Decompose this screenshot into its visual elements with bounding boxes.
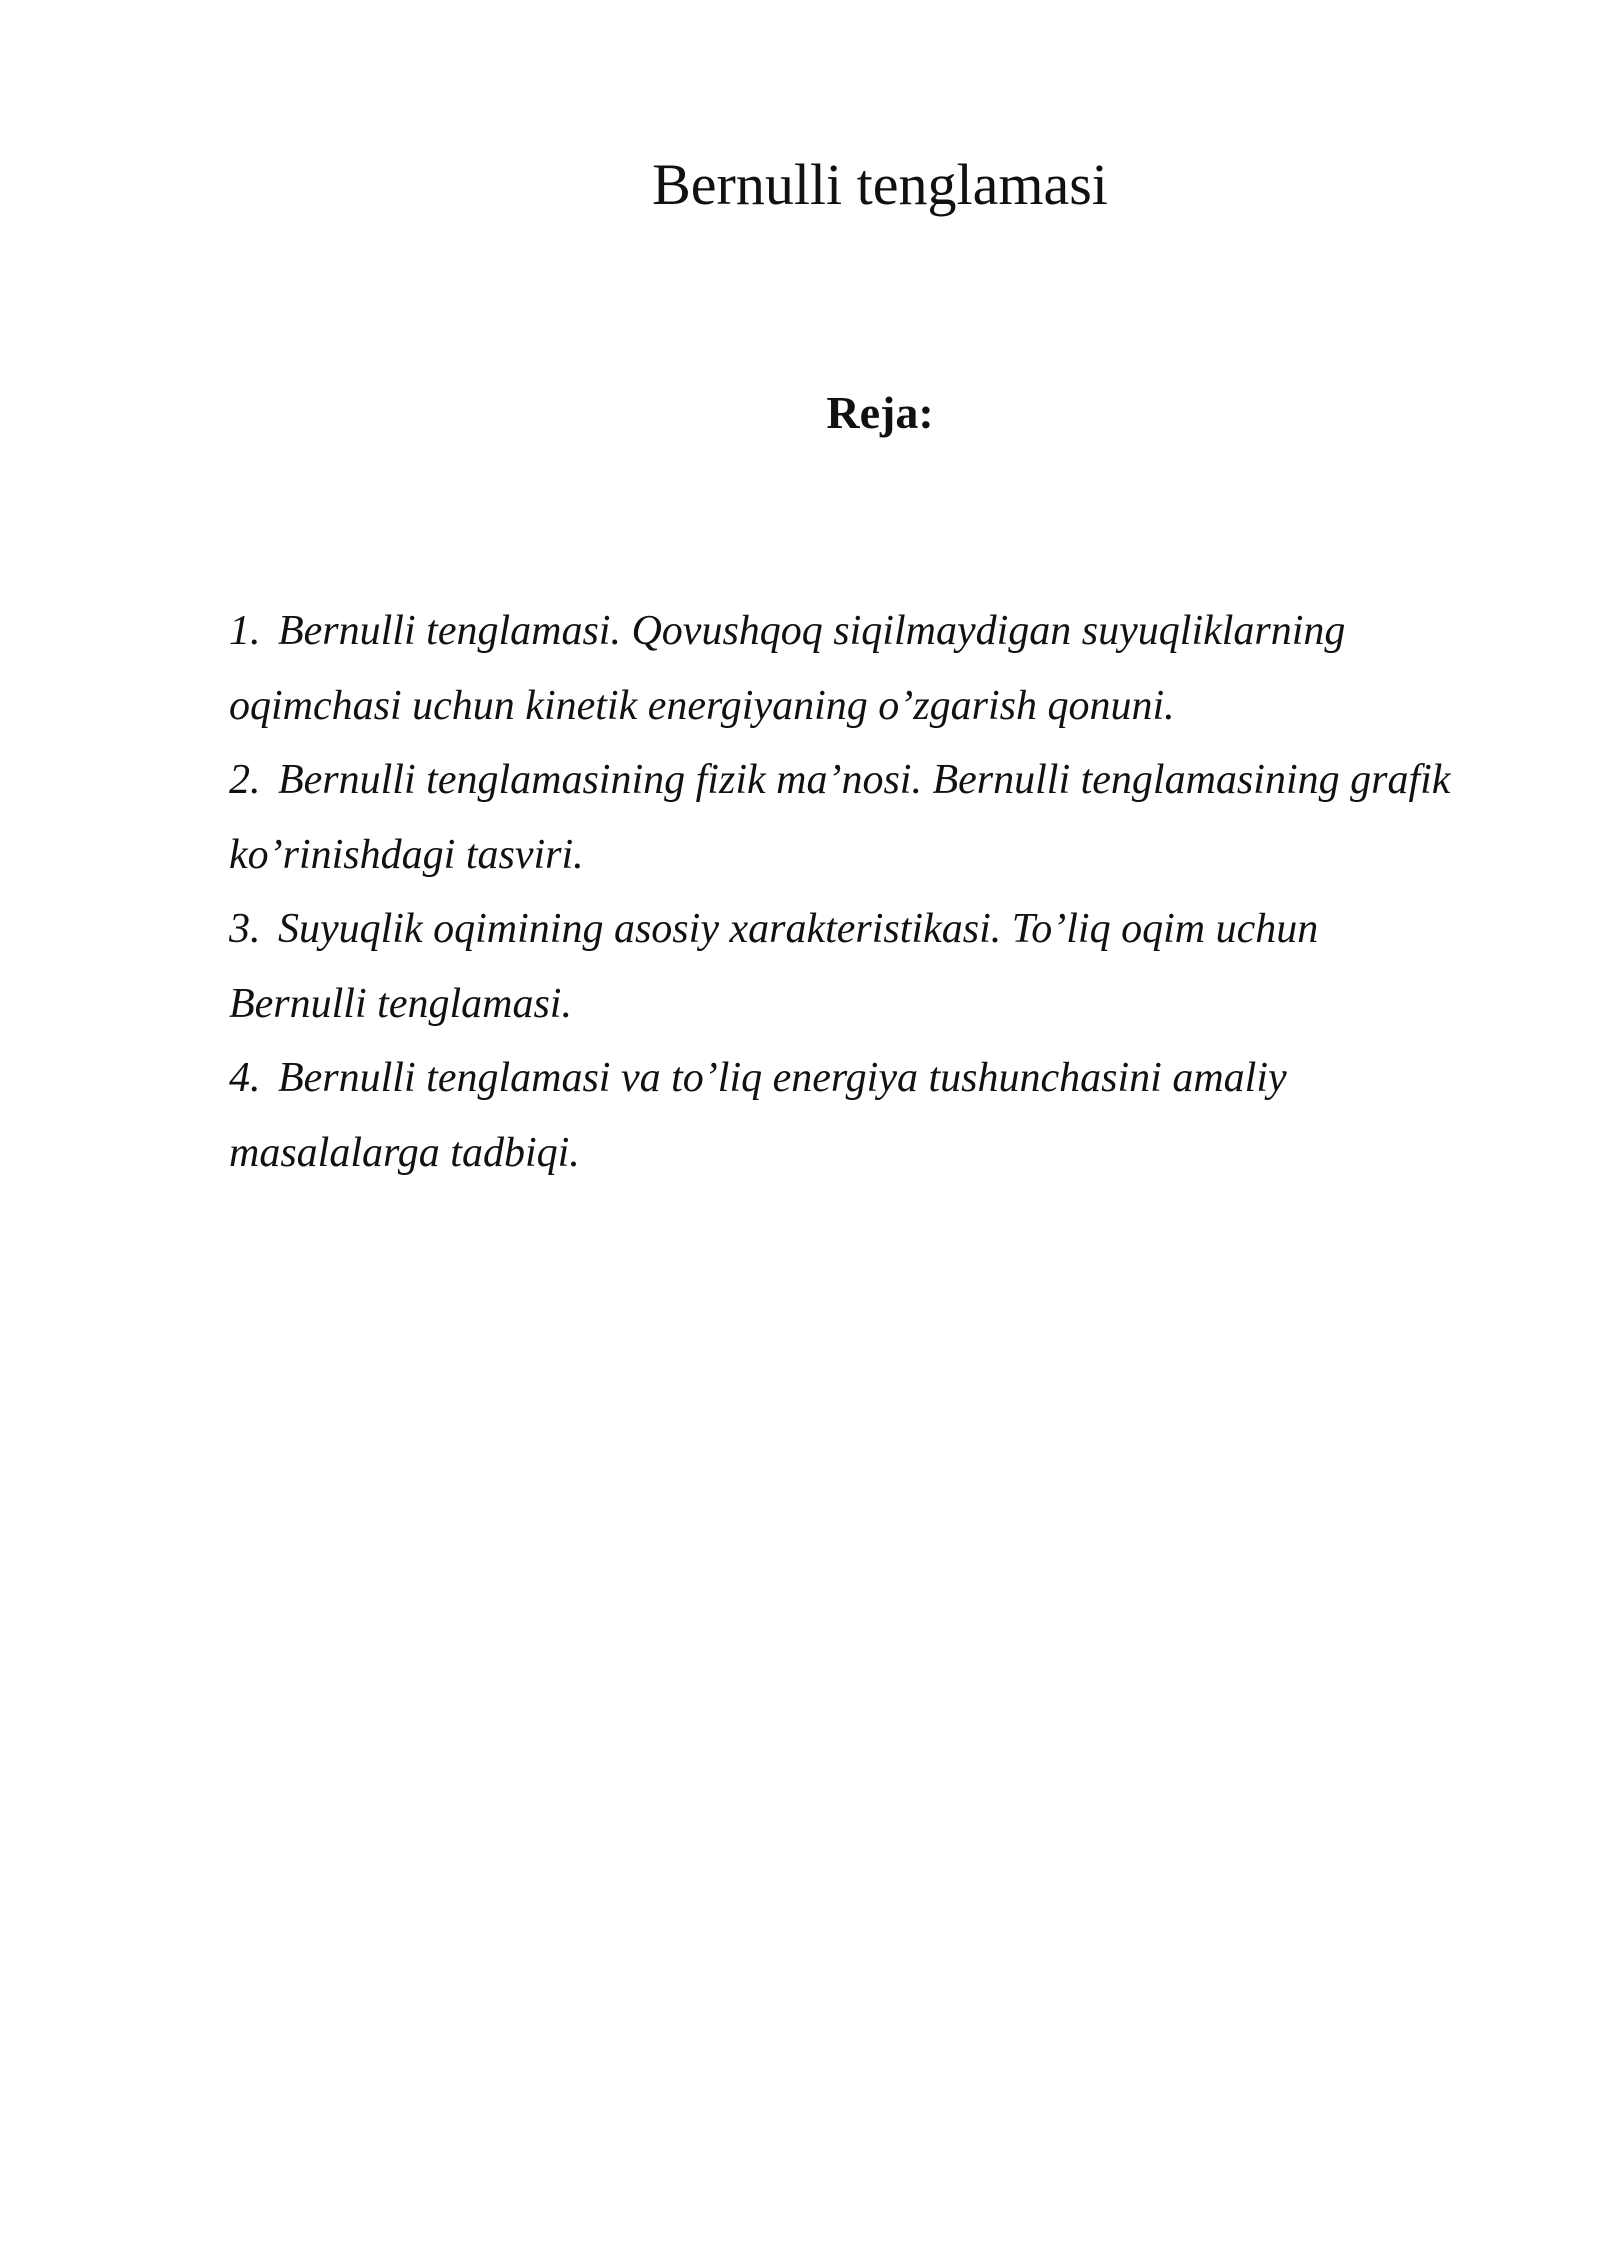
document-title: Bernulli tenglamasi bbox=[652, 152, 1108, 217]
plan-item-text: Bernulli tenglamasi va to’liq energiya tushunchasini amaliy bbox=[278, 1055, 1287, 1101]
plan-item-2 bbox=[229, 743, 1509, 892]
plan-item-number: 4. bbox=[229, 1055, 261, 1101]
plan-item-4 bbox=[229, 1041, 1509, 1190]
plan-item-continuation: ko’rinishdagi tasviri. bbox=[229, 831, 584, 878]
plan-item-continuation: masalalarga tadbiqi. bbox=[229, 1129, 580, 1176]
plan-item-text: Suyuqlik oqimining asosiy xarakteristikasi. To’liq oqim uchun bbox=[278, 906, 1319, 952]
plan-item-number: 1. bbox=[229, 608, 261, 654]
plan-item-continuation: oqimchasi uchun kinetik energiyaning o’zgarish qonuni. bbox=[229, 682, 1175, 729]
plan-list bbox=[229, 594, 1509, 1190]
plan-item-3 bbox=[229, 892, 1509, 1041]
plan-item-number: 2. bbox=[229, 757, 261, 803]
plan-item-text: Bernulli tenglamasining fizik ma’nosi. Bernulli tenglamasining grafik bbox=[278, 757, 1451, 803]
plan-heading: Reja: bbox=[826, 387, 934, 438]
plan-item-number: 3. bbox=[229, 906, 261, 952]
plan-item-1 bbox=[229, 594, 1509, 743]
plan-item-text: Bernulli tenglamasi. Qovushqoq siqilmaydigan suyuqliklarning bbox=[278, 608, 1346, 654]
plan-item-continuation: Bernulli tenglamasi. bbox=[229, 980, 572, 1027]
